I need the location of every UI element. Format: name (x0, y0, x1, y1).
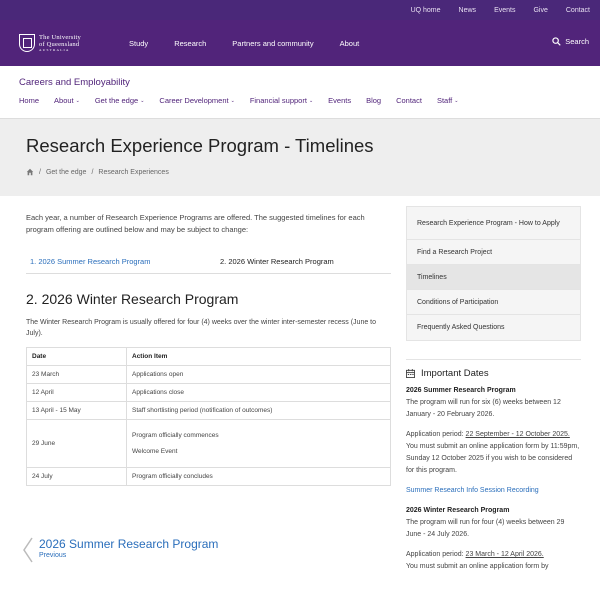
important-dates-panel: Important Dates 2026 Summer Research Program The program will run for six (6) weeks between 12 January - 20 February 2026. Application period: 22 September - 12 October 2025. You must submit an online application form by 11:59pm, Sunday 12 October 2025 if you wish to be considered for this program. Summer Research Info Session Recording 2026 Winter Research Program The program will run for four (4) weeks between 29 June - 24 July 2026. Application period: 23 March - 12 April 2026. You must submit an online application form by (406, 359, 581, 573)
winter-heading: 2026 Winter Research Program (406, 507, 510, 514)
section-text: The Winter Research Program is usually offered for four (4) weeks over the winter inter-semester recess (June to July). (26, 319, 377, 337)
table-row (27, 468, 391, 486)
site-nav-blog[interactable]: Blog (366, 96, 382, 105)
utility-link-give[interactable]: Give (533, 6, 548, 14)
site-nav-about[interactable]: About ⌄ (54, 96, 80, 105)
site-nav-events[interactable]: Events (328, 96, 352, 105)
section-nav (406, 206, 581, 341)
site-nav-get-the-edge[interactable]: Get the edge ⌄ (94, 96, 145, 105)
main-content (26, 196, 391, 573)
home-icon[interactable] (26, 168, 34, 176)
summer-note: You must submit an online application form by 11:59pm, Sunday 12 October 2025 if you wish to be considered for this program. (406, 443, 580, 474)
section-nav-conditions[interactable]: Conditions of Participation (407, 290, 580, 315)
cell-date: 29 June (27, 420, 127, 468)
site-nav-financial-support[interactable]: Financial support ⌄ (249, 96, 314, 105)
chevron-down-icon: ⌄ (75, 98, 80, 104)
page-title: Research Experience Program - Timelines (26, 135, 374, 156)
cell-action: Applications open (127, 366, 391, 384)
cell-action: Program officially commences Welcome Event (127, 420, 391, 468)
chevron-down-icon: ⌄ (230, 98, 235, 104)
site-nav-career-development[interactable]: Career Development ⌄ (159, 96, 235, 105)
summer-application-period: 22 September - 12 October 2025. (465, 431, 570, 438)
cell-action: Staff shortlisting period (notification of outcomes) (127, 402, 391, 420)
previous-label: Previous (39, 552, 67, 559)
search-button[interactable]: Search (552, 37, 589, 46)
info-session-link[interactable]: Summer Research Info Session Recording (406, 487, 539, 494)
chevron-left-icon (22, 536, 34, 564)
section-nav-how-to-apply[interactable]: Research Experience Program - How to Apply (407, 207, 580, 240)
main-nav-partners[interactable]: Partners and community (232, 38, 314, 48)
table-row (27, 384, 391, 402)
cell-action: Applications close (127, 384, 391, 402)
site-title[interactable]: Careers and Employability (19, 77, 130, 88)
cell-date: 12 April (27, 384, 127, 402)
site-nav (0, 96, 600, 105)
cell-date: 24 July (27, 468, 127, 486)
cell-date: 13 April - 15 May (27, 402, 127, 420)
breadcrumb-get-the-edge[interactable]: Get the edge (45, 168, 87, 176)
table-row (27, 420, 391, 468)
summer-heading: 2026 Summer Research Program (406, 387, 516, 394)
important-dates-title: Important Dates (421, 368, 489, 379)
calendar-icon (406, 369, 415, 378)
breadcrumb-research-experiences[interactable]: Research Experiences (98, 168, 169, 176)
table-row (27, 402, 391, 420)
program-tabs (26, 250, 391, 274)
utility-bar (0, 0, 600, 20)
utility-link-contact[interactable]: Contact (565, 6, 590, 14)
winter-text: The program will run for four (4) weeks between 29 June - 24 July 2026. (406, 519, 565, 538)
cell-date: 23 March (27, 366, 127, 384)
site-nav-staff[interactable]: Staff ⌄ (436, 96, 459, 105)
site-nav-contact[interactable]: Contact (396, 96, 422, 105)
crest-icon (19, 34, 35, 52)
main-nav-about[interactable]: About (339, 38, 360, 48)
global-header (0, 20, 600, 66)
previous-page-link[interactable] (26, 536, 391, 564)
intro-text: Each year, a number of Research Experience Programs are offered. The suggested timelines for each program offering are outlined below and may be subject to change: (26, 213, 365, 234)
site-nav-home[interactable]: Home (19, 96, 40, 105)
main-nav-study[interactable]: Study (129, 38, 149, 48)
utility-link-news[interactable]: News (458, 6, 477, 14)
winter-application-period: 23 March - 12 April 2026. (465, 551, 544, 558)
section-nav-find-project[interactable]: Find a Research Project (407, 240, 580, 265)
section-heading: 2. 2026 Winter Research Program (26, 291, 239, 307)
utility-link-uq-home[interactable]: UQ home (410, 6, 441, 14)
column-header-action: Action Item (127, 348, 391, 366)
tab-summer[interactable]: 1. 2026 Summer Research Program (30, 257, 151, 266)
table-header-row (27, 348, 391, 366)
chevron-down-icon: ⌄ (454, 98, 459, 104)
page-hero (0, 119, 600, 196)
content-area (0, 196, 600, 573)
breadcrumb: / Get the edge / Research Experiences (26, 168, 600, 176)
logo-wordmark: The University of Queensland AUSTRALIA (39, 33, 81, 52)
site-header (0, 66, 600, 119)
table-row (27, 366, 391, 384)
winter-note: You must submit an online application form by (406, 563, 549, 570)
utility-link-events[interactable]: Events (494, 6, 516, 14)
tab-winter[interactable]: 2. 2026 Winter Research Program (220, 257, 334, 266)
section-nav-timelines[interactable]: Timelines (407, 265, 580, 290)
chevron-down-icon: ⌄ (140, 98, 145, 104)
cell-action: Program officially concludes (127, 468, 391, 486)
column-header-date: Date (27, 348, 127, 366)
uq-logo[interactable] (19, 34, 109, 53)
main-nav-research[interactable]: Research (174, 38, 207, 48)
main-nav (129, 39, 385, 48)
summer-text: The program will run for six (6) weeks between 12 January - 20 February 2026. (406, 399, 561, 418)
timeline-table (26, 347, 391, 486)
chevron-down-icon: ⌄ (308, 98, 314, 104)
search-icon (552, 37, 561, 46)
sidebar (406, 196, 581, 573)
previous-page-title[interactable]: 2026 Summer Research Program (39, 537, 219, 551)
section-nav-faq[interactable]: Frequently Asked Questions (407, 315, 580, 340)
